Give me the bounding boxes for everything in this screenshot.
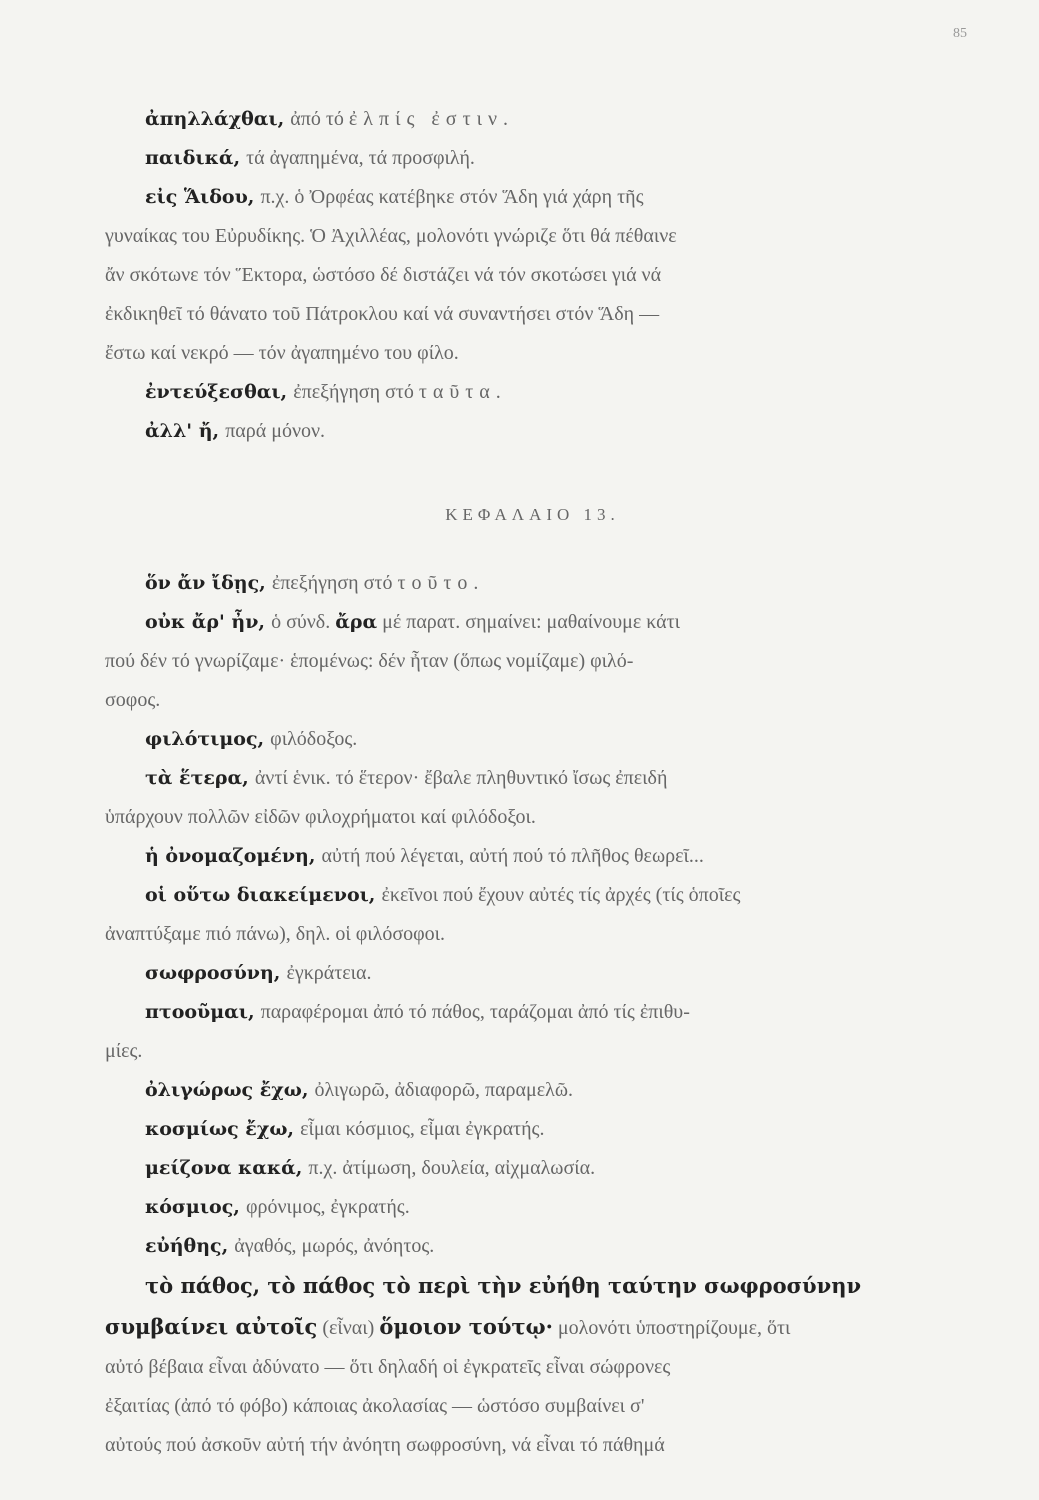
- entry-head: σωφροσύνη,: [145, 962, 281, 984]
- entry: [105, 720, 960, 759]
- entry-continuation: σοφος.: [105, 689, 161, 711]
- entry-text: ἀγαθός, μωρός, ἀνόητος.: [234, 1235, 435, 1257]
- entry: [105, 759, 960, 798]
- entry-head: κόσμιος,: [145, 1196, 240, 1218]
- entry-continuation: [105, 1307, 960, 1348]
- entry-head: εὐήθης,: [145, 1235, 229, 1257]
- entry: [105, 1149, 960, 1188]
- chapter-title: ΚΕΦΑΛΑΙΟ 13.: [445, 505, 620, 524]
- entry-text: π.χ. ἀτίμωση, δουλεία, αἰχμαλωσία.: [308, 1157, 596, 1179]
- entry-head: εἰς Ἅιδου,: [145, 186, 255, 208]
- entry-spaced-text: τοῦτο.: [397, 572, 485, 594]
- entry-text: ὁ σύνδ.: [271, 611, 336, 633]
- entry-text: ἐπεξήγηση στό: [271, 572, 398, 594]
- entry-continuation: αὐτό βέβαια εἶναι ἀδύνατο — ὅτι δηλαδή οἱ ἐγκρατεῖς εἶναι σώφρονες: [105, 1356, 671, 1378]
- entry-head: τὸ πάθος, τὸ πάθος τὸ περὶ τὴν εὐήθη ταύτην σωφροσύνην: [145, 1273, 862, 1298]
- entry-inline-head: ὅμοιον τούτῳ·: [379, 1314, 553, 1339]
- entry-text: π.χ. ὁ Ὀρφέας κατέβηκε στόν Ἅδη γιά χάρη τῆς: [260, 186, 644, 208]
- entry: [105, 837, 960, 876]
- entry: [105, 1227, 960, 1266]
- entry: [105, 1266, 960, 1307]
- entry-text: εἶμαι κόσμιος, εἶμαι ἐγκρατής.: [300, 1118, 545, 1140]
- entry-continuation: μίες.: [105, 1040, 143, 1062]
- entry: [105, 954, 960, 993]
- entry-head: παιδικά,: [145, 147, 241, 169]
- page-content: [105, 100, 960, 1465]
- entry-text: παραφέρομαι ἀπό τό πάθος, ταράζομαι ἀπό τίς ἐπιθυ-: [260, 1001, 690, 1023]
- entry: [105, 1110, 960, 1149]
- entry-head: ὅν ἄν ἴδῃς,: [145, 572, 266, 594]
- entry-continuation: πού δέν τό γνωρίζαμε· ἑπομένως: δέν ἦταν (ὅπως νομίζαμε) φιλό-: [105, 650, 634, 672]
- entry: [105, 178, 960, 217]
- entry-text: παρά μόνον.: [225, 420, 326, 442]
- entry-text: ἀντί ἑνικ. τό ἕτερον· ἔβαλε πληθυντικό ἴσως ἐπειδή: [254, 767, 668, 789]
- entry-head: ἀπηλλάχθαι,: [145, 108, 285, 130]
- entry-continuation: ἄν σκότωνε τόν Ἕκτορα, ὡστόσο δέ διστάζει νά τόν σκοτώσει γιά νά: [105, 264, 662, 286]
- entry-text: φρόνιμος, ἐγκρατής.: [245, 1196, 410, 1218]
- entry: [105, 139, 960, 178]
- entry-text: ἀπό τό: [290, 108, 349, 130]
- entry-text: ὀλιγωρῶ, ἀδιαφορῶ, παραμελῶ.: [314, 1079, 573, 1101]
- entry-head: τὰ ἕτερα,: [145, 767, 249, 789]
- entry-text: ἐγκράτεια.: [286, 962, 372, 984]
- entry-text: (εἶναι): [317, 1317, 380, 1339]
- entry-head: μείζονα κακά,: [145, 1157, 303, 1179]
- entry-continuation: ἔστω καί νεκρό — τόν ἀγαπημένο του φίλο.: [105, 342, 459, 364]
- entry: [105, 373, 960, 412]
- entry-spaced-text: ταῦτα.: [418, 381, 507, 403]
- entry: [105, 876, 960, 915]
- entry-head: ὀλιγώρως ἔχω,: [145, 1079, 309, 1101]
- entry-inline-head: ἄρα: [335, 611, 378, 633]
- entry-text: μολονότι ὑποστηρίζουμε, ὅτι: [552, 1317, 791, 1339]
- entry-head: κοσμίως ἔχω,: [145, 1118, 295, 1140]
- entry-text: μέ παρατ. σημαίνει: μαθαίνουμε κάτι: [377, 611, 681, 633]
- page-number: 85: [953, 26, 967, 41]
- entry: [105, 1071, 960, 1110]
- entry-text: ἐπεξήγηση στό: [293, 381, 419, 403]
- entry-spaced-text: ἐλπίς ἐστιν.: [348, 108, 515, 130]
- entry-head: ἐντεύξεσθαι,: [145, 381, 288, 403]
- entry: [105, 603, 960, 642]
- entry: [105, 100, 960, 139]
- entry-head: πτοοῦμαι,: [145, 1001, 255, 1023]
- entry: [105, 993, 960, 1032]
- entry-continuation: ὑπάρχουν πολλῶν εἰδῶν φιλοχρήματοι καί φιλόδοξοι.: [105, 806, 536, 828]
- entry-head: οὐκ ἄρ' ἦν,: [145, 611, 266, 633]
- entry: [105, 564, 960, 603]
- entry-continuation: γυναίκας του Εὐρυδίκης. Ὁ Ἀχιλλέας, μολονότι γνώριζε ὅτι θά πέθαινε: [105, 225, 677, 247]
- entry-text: φιλόδοξος.: [270, 728, 358, 750]
- entry-text: αὐτή πού λέγεται, αὐτή πού τό πλῆθος θεωρεῖ...: [321, 845, 704, 867]
- entry: [105, 412, 960, 451]
- entry-head-continued: συμβαίνει αὐτοῖς: [105, 1314, 318, 1339]
- entry: [105, 1188, 960, 1227]
- entry-continuation: αὐτούς πού ἀσκοῦν αὐτή τήν ἀνόητη σωφροσύνη, νά εἶναι τό πάθημά: [105, 1434, 665, 1456]
- entry-head: φιλότιμος,: [145, 728, 265, 750]
- entry-text: ἐκεῖνοι πού ἔχουν αὐτές τίς ἀρχές (τίς ὁποῖες: [381, 884, 741, 906]
- entry-continuation: ἐξαιτίας (ἀπό τό φόβο) κάποιας ἀκολασίας — ὡστόσο συμβαίνει σ': [105, 1395, 645, 1417]
- entry-text: τά ἀγαπημένα, τά προσφιλή.: [246, 147, 475, 169]
- entry-continuation: ἀναπτύξαμε πιό πάνω), δηλ. οἱ φιλόσοφοι.: [105, 923, 446, 945]
- entry-head: ἀλλ' ἤ,: [145, 420, 220, 442]
- entry-head: οἱ οὕτω διακείμενοι,: [145, 884, 376, 906]
- entry-continuation: ἐκδικηθεῖ τό θάνατο τοῦ Πάτροκλου καί νά συναντήσει στόν Ἅδη —: [105, 303, 660, 325]
- entry-head: ἡ ὀνομαζομένη,: [145, 845, 316, 867]
